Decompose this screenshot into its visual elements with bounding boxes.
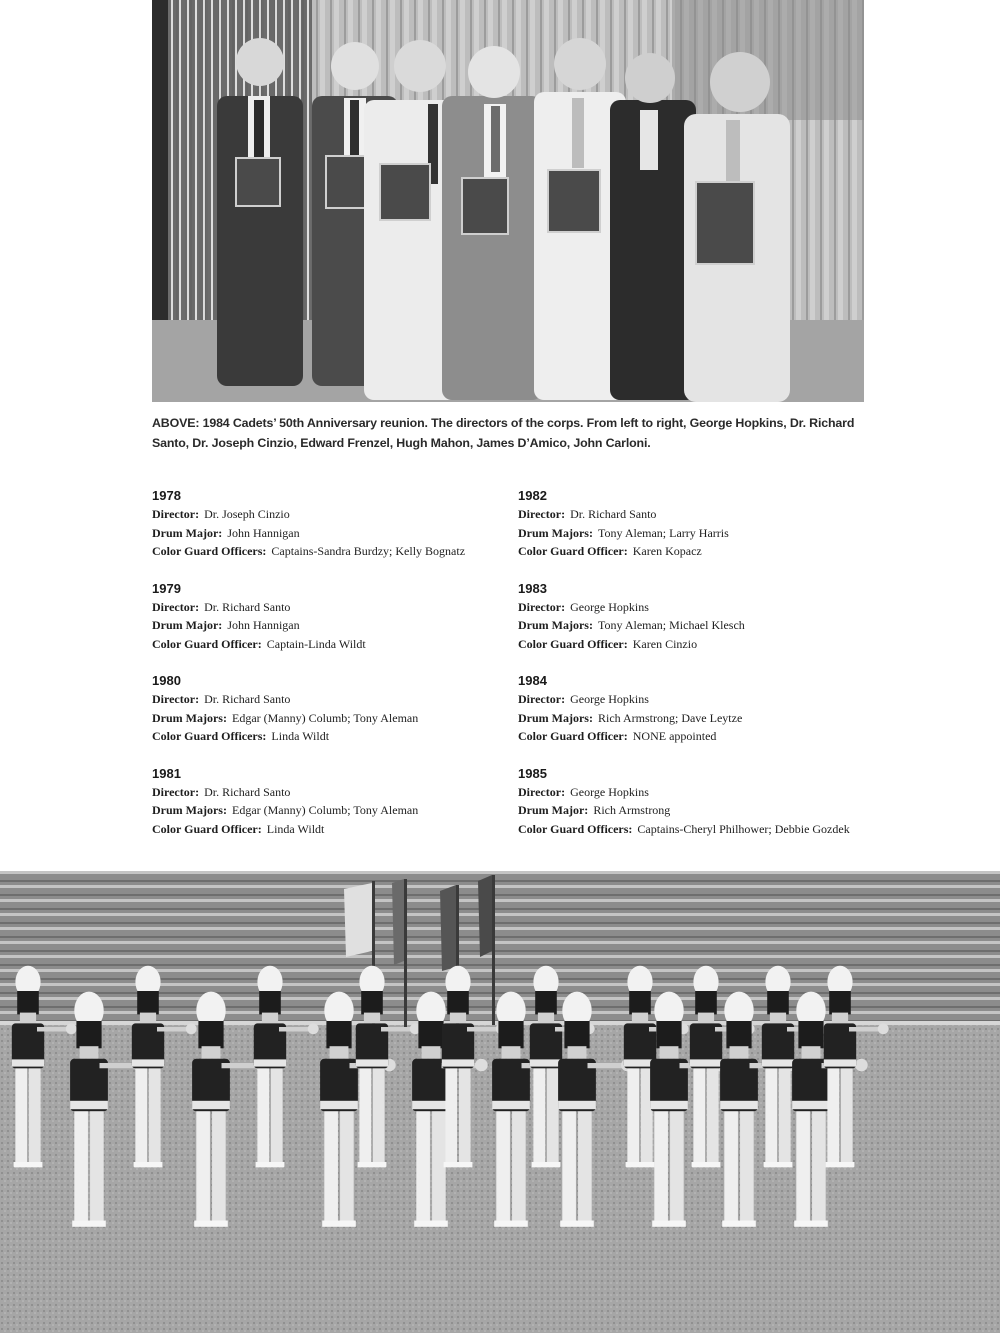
line-label: Color Guard Officer: (152, 636, 262, 651)
line-label: Director: (152, 784, 200, 799)
director-line (152, 783, 502, 802)
line-label: Drum Majors: (152, 803, 227, 818)
year-entry-1978 (152, 486, 502, 579)
director-line (518, 505, 878, 524)
year-heading: 1985 (518, 765, 547, 781)
line-label: Drum Majors: (518, 525, 593, 540)
color-guard-line (518, 542, 878, 561)
year-heading: 1980 (152, 673, 181, 689)
line-label: Color Guard Officers: (518, 821, 633, 836)
drum-major-line (152, 801, 502, 820)
line-label: Color Guard Officer: (518, 636, 628, 651)
director-line (518, 690, 878, 709)
line-label: Director: (518, 692, 566, 707)
line-label: Color Guard Officer: (518, 544, 628, 558)
line-value: Captains-Cheryl Philhower; Debbie Gozdek (637, 821, 850, 836)
line-value: Captain-Linda Wildt (266, 636, 366, 651)
director-line (152, 505, 502, 524)
line-label: Drum Majors: (518, 618, 593, 633)
line-label: Director: (518, 507, 566, 521)
years-right-column (518, 486, 878, 856)
color-guard-line (518, 727, 878, 746)
line-value: Edgar (Manny) Columb; Tony Aleman (231, 803, 419, 818)
year-entry-1984 (518, 671, 878, 764)
line-label: Color Guard Officer: (152, 821, 262, 836)
drum-major-line (152, 616, 502, 635)
color-guard-line (518, 820, 878, 839)
year-entry-1980 (152, 671, 502, 764)
color-guard-line (518, 635, 878, 654)
line-label: Director: (152, 507, 200, 521)
line-label: Color Guard Officers: (152, 544, 267, 558)
horn-line-photo-drawing (0, 871, 1000, 1333)
director-line (152, 598, 502, 617)
color-guard-line (152, 820, 502, 839)
line-value: Dr. Joseph Cinzio (204, 507, 290, 521)
line-value: Linda Wildt (271, 729, 330, 744)
color-guard-line (152, 635, 502, 654)
horn-line-photo (0, 871, 1000, 1333)
line-value: Rich Armstrong; Dave Leytze (597, 710, 743, 725)
person-6 (610, 53, 696, 400)
line-label: Drum Majors: (152, 710, 227, 725)
reunion-photo-drawing (152, 0, 864, 402)
line-value: Karen Kopacz (632, 544, 702, 558)
year-heading: 1979 (152, 580, 181, 596)
line-value: George Hopkins (570, 784, 649, 799)
line-value: Dr. Richard Santo (204, 599, 291, 614)
line-label: Drum Major: (518, 803, 589, 818)
color-guard-line (152, 727, 502, 746)
line-value: Dr. Richard Santo (570, 507, 657, 521)
year-entry-1982 (518, 486, 878, 579)
line-label: Drum Majors: (518, 710, 593, 725)
line-value: Karen Cinzio (632, 636, 698, 651)
person-4 (442, 46, 542, 400)
line-value: Edgar (Manny) Columb; Tony Aleman (231, 710, 419, 725)
drum-major-line (518, 801, 878, 820)
line-value: Captains-Sandra Burdzy; Kelly Bognatz (271, 544, 466, 558)
years-left-column (152, 486, 502, 856)
director-line (518, 598, 878, 617)
drum-major-line (518, 709, 878, 728)
line-value: John Hannigan (227, 525, 300, 540)
director-line (518, 783, 878, 802)
year-entry-1983 (518, 579, 878, 672)
line-value: George Hopkins (570, 692, 649, 707)
year-entry-1979 (152, 579, 502, 672)
line-label: Director: (152, 599, 200, 614)
year-heading: 1982 (518, 488, 547, 503)
year-heading: 1978 (152, 488, 181, 503)
line-label: Drum Major: (152, 525, 223, 540)
year-heading: 1984 (518, 673, 547, 689)
line-value: Dr. Richard Santo (204, 692, 291, 707)
line-value: Tony Aleman; Michael Klesch (597, 618, 745, 633)
line-value: Rich Armstrong (593, 803, 671, 818)
line-label: Director: (518, 784, 566, 799)
drum-major-line (152, 709, 502, 728)
line-value: John Hannigan (227, 618, 300, 633)
line-value: Dr. Richard Santo (204, 784, 291, 799)
line-value: George Hopkins (570, 599, 649, 614)
line-value: Linda Wildt (266, 821, 325, 836)
line-value: Tony Aleman; Larry Harris (597, 525, 729, 540)
drum-major-line (152, 524, 502, 543)
year-entry-1985 (518, 764, 878, 857)
line-label: Color Guard Officer: (518, 729, 628, 744)
color-guard-line (152, 542, 502, 561)
line-label: Color Guard Officers: (152, 729, 267, 744)
drum-major-line (518, 524, 878, 543)
photo-caption: ABOVE: 1984 Cadets’ 50th Anniversary reunion. The directors of the corps. From left to right, George Hopkins, Dr. Richard Santo, Dr. Joseph Cinzio, Edward Frenzel, Hugh Mahon, James D’Amico, John Carloni. (152, 416, 855, 450)
line-label: Director: (518, 599, 566, 614)
year-heading: 1983 (518, 580, 547, 596)
line-value: NONE appointed (632, 729, 717, 744)
year-entry-1981 (152, 764, 502, 857)
reunion-photo (152, 0, 864, 402)
drum-major-line (518, 616, 878, 635)
line-label: Drum Major: (152, 618, 223, 633)
director-line (152, 690, 502, 709)
line-label: Director: (152, 692, 200, 707)
year-heading: 1981 (152, 765, 181, 781)
